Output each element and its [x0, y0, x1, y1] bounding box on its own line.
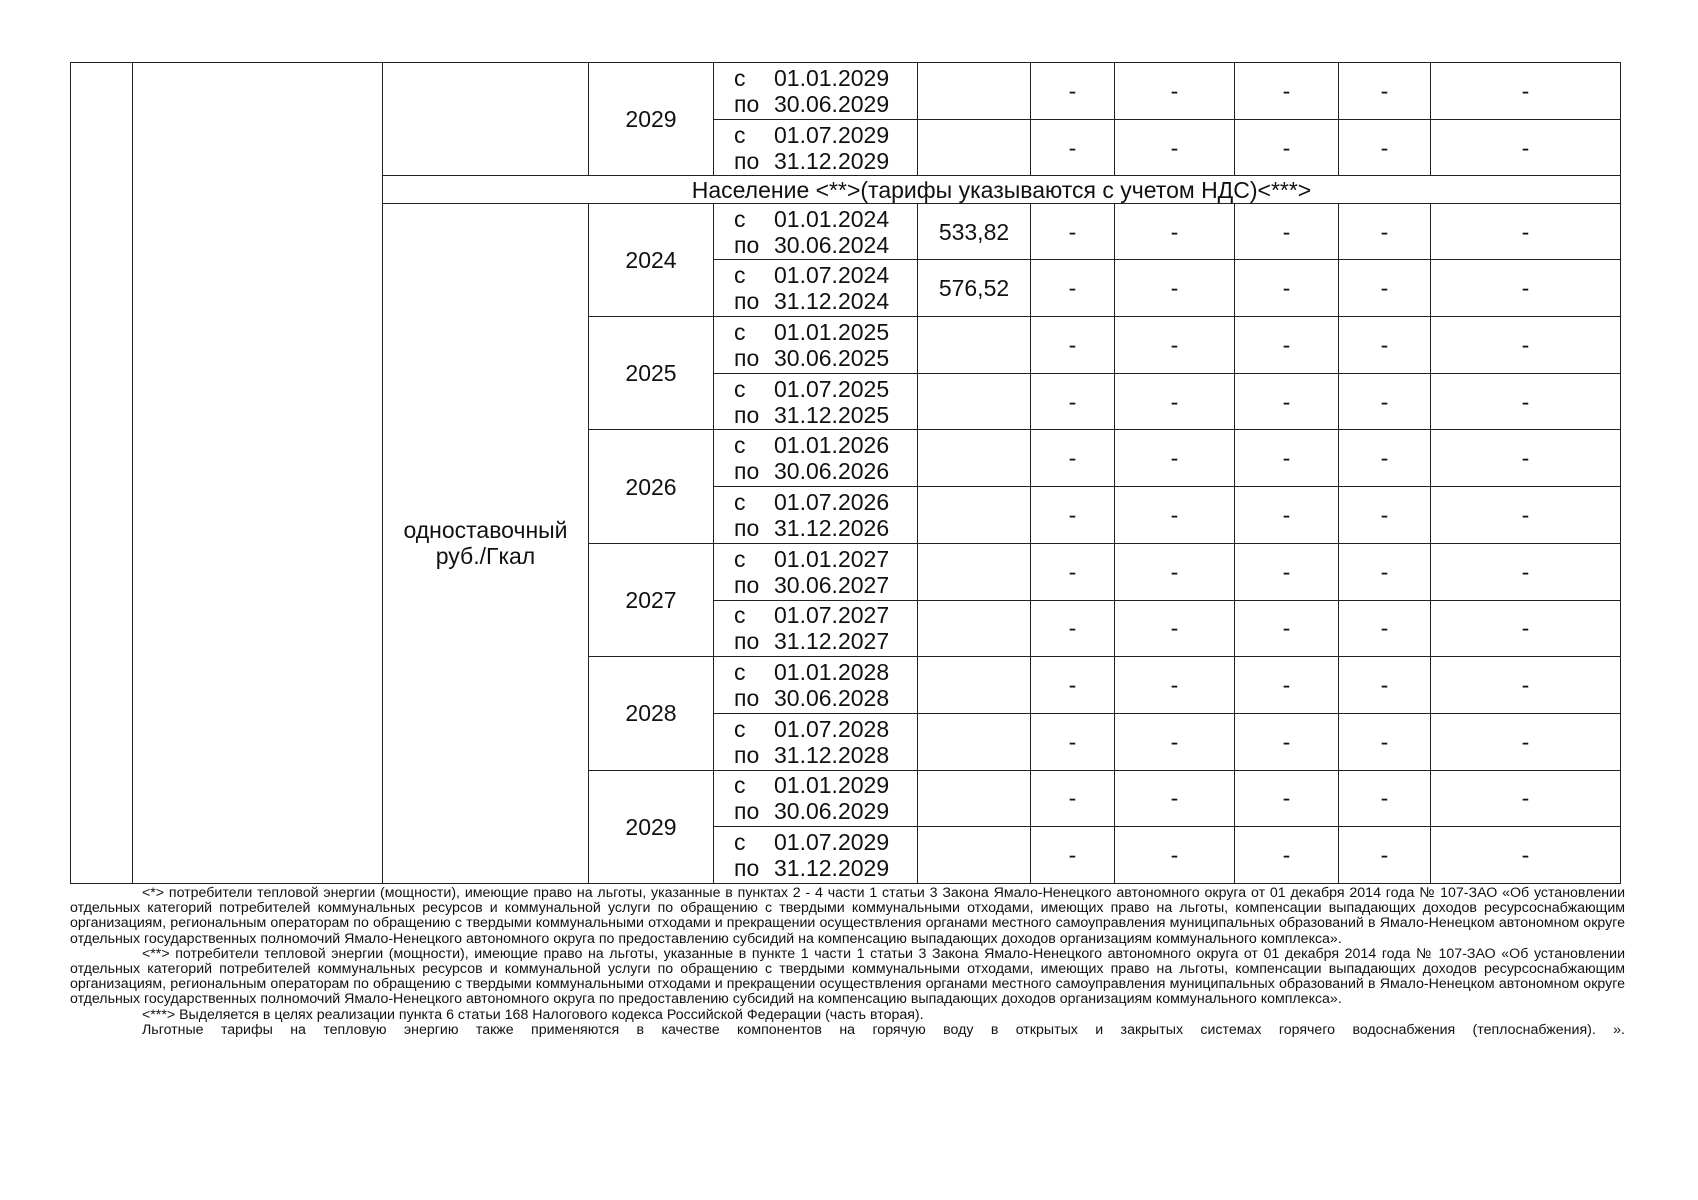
value-cell: - [1339, 487, 1431, 544]
footnotes [70, 886, 1625, 1038]
period-from-prefix: с [734, 64, 746, 91]
value-cell: - [1431, 317, 1621, 374]
value-cell: - [1431, 657, 1621, 714]
value-cell: - [1115, 487, 1235, 544]
period-cell [714, 657, 918, 714]
period-to-prefix: по [734, 571, 760, 598]
table-row [71, 63, 1621, 120]
value-cell: - [1031, 373, 1115, 430]
period-from-prefix: с [734, 829, 746, 856]
number-cell [71, 63, 133, 884]
period-range [714, 716, 917, 768]
period-from-date: 01.07.2025 [774, 375, 890, 402]
tariff-value [918, 430, 1031, 487]
period-to-date: 30.06.2028 [774, 685, 890, 712]
period-cell [714, 827, 918, 884]
tariff-value [918, 827, 1031, 884]
period-to-prefix: по [734, 147, 760, 174]
period-to-prefix: по [734, 741, 760, 768]
period-from-prefix: с [734, 772, 746, 799]
period-to-date: 31.12.2024 [774, 288, 890, 315]
footnote: <***> Выделяется в целях реализации пункта 6 статьи 168 Налогового кодекса Российской Федерации (часть вторая). [142, 1006, 924, 1023]
value-cell: - [1339, 373, 1431, 430]
tariff-value [918, 770, 1031, 827]
rate-type-cell: одноставочный руб./Гкал [383, 203, 589, 883]
tariff-value [918, 317, 1031, 374]
tariff-value: 576,52 [918, 260, 1031, 317]
period-to-prefix: по [734, 855, 760, 882]
value-cell: - [1115, 119, 1235, 176]
period-range [714, 376, 917, 428]
period-cell [714, 770, 918, 827]
period-to-prefix: по [734, 344, 760, 371]
year-cell: 2029 [589, 63, 714, 176]
period-to-date: 30.06.2024 [774, 231, 890, 258]
tariff-value [918, 657, 1031, 714]
value-cell: - [1431, 260, 1621, 317]
value-cell: - [1031, 770, 1115, 827]
period-to-prefix: по [734, 798, 760, 825]
period-from-date: 01.01.2024 [774, 205, 890, 232]
value-cell: - [1235, 203, 1339, 260]
value-cell: - [1431, 487, 1621, 544]
value-cell: - [1031, 487, 1115, 544]
period-from-prefix: с [734, 262, 746, 289]
value-cell: - [1339, 430, 1431, 487]
footnote: Льготные тарифы на тепловую энергию также применяются в качестве компонентов на горячую воду в открытых и закрытых системах горячего водоснабжения (теплоснабжения). ». [142, 1021, 1625, 1038]
value-cell: - [1031, 827, 1115, 884]
value-cell: - [1115, 430, 1235, 487]
period-from-prefix: с [734, 715, 746, 742]
value-cell: - [1031, 119, 1115, 176]
period-from-prefix: с [734, 318, 746, 345]
value-cell: - [1431, 713, 1621, 770]
period-to-prefix: по [734, 288, 760, 315]
value-cell: - [1339, 63, 1431, 120]
value-cell: - [1339, 827, 1431, 884]
period-to-date: 31.12.2025 [774, 401, 890, 428]
value-cell: - [1431, 770, 1621, 827]
value-cell: - [1431, 119, 1621, 176]
period-range [714, 65, 917, 117]
value-cell: - [1339, 770, 1431, 827]
value-cell: - [1235, 770, 1339, 827]
period-to-date: 30.06.2025 [774, 344, 890, 371]
tariff-value [918, 543, 1031, 600]
period-to-prefix: по [734, 514, 760, 541]
value-cell: - [1031, 430, 1115, 487]
period-from-prefix: с [734, 545, 746, 572]
value-cell: - [1031, 543, 1115, 600]
period-from-date: 01.01.2029 [774, 64, 890, 91]
value-cell: - [1235, 600, 1339, 657]
value-cell: - [1115, 770, 1235, 827]
period-range [714, 602, 917, 654]
value-cell: - [1339, 317, 1431, 374]
value-cell: - [1235, 657, 1339, 714]
value-cell: - [1431, 827, 1621, 884]
period-from-date: 01.01.2028 [774, 659, 890, 686]
value-cell: - [1235, 317, 1339, 374]
period-range [714, 546, 917, 598]
value-cell: - [1031, 203, 1115, 260]
period-from-date: 01.01.2029 [774, 772, 890, 799]
period-to-date: 31.12.2029 [774, 147, 890, 174]
period-range [714, 262, 917, 314]
period-to-date: 31.12.2027 [774, 628, 890, 655]
value-cell: - [1031, 63, 1115, 120]
footnote: <**> потребители тепловой энергии (мощности), имеющие право на льготы, указанные в пункте 1 части 1 статьи 3 Закона Ямало-Ненецкого автономного округа от 01 декабря 2014 года № 107-ЗАО «Об установлении отдельных категорий потребителей коммунальных ресурсов и коммунальной услуги по обращению с твердыми коммунальными отходами, имеющих право на льготы, компенсации выпадающих доходов ресурсоснабжающим организациям, региональным операторам по обращению с твердыми коммунальными отходами и прекращении осуществления органами местного самоуправления муниципальных образований в Ямало-Ненецком автономном округе отдельных государственных полномочий Ямало-Ненецкого автономного округа по предоставлению субсидий на компенсацию выпадающих доходов организациям коммунального комплекса». [70, 945, 1625, 1008]
value-cell: - [1339, 260, 1431, 317]
value-cell: - [1339, 119, 1431, 176]
value-cell: - [1235, 487, 1339, 544]
period-to-date: 31.12.2029 [774, 855, 890, 882]
value-cell: - [1115, 203, 1235, 260]
value-cell: - [1115, 657, 1235, 714]
value-cell: - [1235, 827, 1339, 884]
value-cell: - [1115, 713, 1235, 770]
organization-cell [133, 63, 383, 884]
period-cell [714, 203, 918, 260]
period-cell [714, 373, 918, 430]
period-cell [714, 317, 918, 374]
tariff-value [918, 63, 1031, 120]
period-range [714, 659, 917, 711]
period-cell [714, 543, 918, 600]
value-cell: - [1115, 600, 1235, 657]
period-range [714, 489, 917, 541]
footnote: <*> потребители тепловой энергии (мощности), имеющие право на льготы, указанные в пунктах 2 - 4 части 1 статьи 3 Закона Ямало-Ненецкого автономного округа от 01 декабря 2014 года № 107-ЗАО «Об установлении отдельных категорий потребителей коммунальных ресурсов и коммунальной услуги по обращению с твердыми коммунальными отходами, имеющих право на льготы, компенсации выпадающих доходов ресурсоснабжающим организациям, региональным операторам по обращению с твердыми коммунальными отходами и прекращении осуществления органами местного самоуправления муниципальных образований в Ямало-Ненецком автономном округе отдельных государственных полномочий Ямало-Ненецкого автономного округа по предоставлению субсидий на компенсацию выпадающих доходов организациям коммунального комплекса». [70, 885, 1625, 947]
period-from-date: 01.07.2028 [774, 715, 890, 742]
section-title: Население <**>(тарифы указываются с учетом НДС)<***> [383, 176, 1621, 203]
period-to-date: 30.06.2029 [774, 798, 890, 825]
period-to-prefix: по [734, 90, 760, 117]
period-cell [714, 430, 918, 487]
period-cell [714, 119, 918, 176]
value-cell: - [1031, 317, 1115, 374]
period-range [714, 206, 917, 258]
period-to-prefix: по [734, 401, 760, 428]
value-cell: - [1235, 260, 1339, 317]
value-cell: - [1115, 827, 1235, 884]
value-cell: - [1235, 119, 1339, 176]
value-cell: - [1031, 657, 1115, 714]
period-to-date: 31.12.2026 [774, 514, 890, 541]
period-cell [714, 713, 918, 770]
year-cell: 2029 [589, 770, 714, 883]
period-from-date: 01.01.2027 [774, 545, 890, 572]
value-cell: - [1431, 373, 1621, 430]
value-cell: - [1339, 657, 1431, 714]
period-from-prefix: с [734, 375, 746, 402]
period-from-date: 01.07.2029 [774, 121, 890, 148]
period-from-date: 01.07.2024 [774, 262, 890, 289]
period-range [714, 772, 917, 824]
period-from-prefix: с [734, 659, 746, 686]
tariff-value [918, 713, 1031, 770]
period-from-prefix: с [734, 205, 746, 232]
period-to-date: 31.12.2028 [774, 741, 890, 768]
year-cell: 2025 [589, 317, 714, 430]
tariff-value [918, 119, 1031, 176]
period-range [714, 829, 917, 881]
period-from-prefix: с [734, 602, 746, 629]
tariff-value [918, 373, 1031, 430]
period-cell [714, 63, 918, 120]
tariff-value [918, 600, 1031, 657]
tariff-value [918, 487, 1031, 544]
value-cell: - [1339, 600, 1431, 657]
period-from-date: 01.07.2027 [774, 602, 890, 629]
value-cell: - [1031, 260, 1115, 317]
period-range [714, 432, 917, 484]
value-cell: - [1031, 600, 1115, 657]
value-cell: - [1431, 600, 1621, 657]
period-to-prefix: по [734, 628, 760, 655]
year-cell: 2028 [589, 657, 714, 770]
period-cell [714, 600, 918, 657]
period-to-prefix: по [734, 231, 760, 258]
tariff-table [70, 62, 1621, 884]
period-range [714, 319, 917, 371]
period-from-date: 01.01.2025 [774, 318, 890, 345]
value-cell: - [1431, 430, 1621, 487]
value-cell: - [1339, 203, 1431, 260]
value-cell: - [1115, 260, 1235, 317]
period-to-prefix: по [734, 685, 760, 712]
value-cell: - [1339, 543, 1431, 600]
period-cell [714, 260, 918, 317]
value-cell: - [1235, 373, 1339, 430]
year-cell: 2024 [589, 203, 714, 316]
period-to-date: 30.06.2029 [774, 90, 890, 117]
period-from-prefix: с [734, 432, 746, 459]
value-cell: - [1235, 713, 1339, 770]
value-cell: - [1431, 203, 1621, 260]
value-cell: - [1115, 543, 1235, 600]
period-from-date: 01.07.2026 [774, 488, 890, 515]
period-to-date: 30.06.2027 [774, 571, 890, 598]
period-to-date: 30.06.2026 [774, 458, 890, 485]
period-from-date: 01.01.2026 [774, 432, 890, 459]
period-from-prefix: с [734, 488, 746, 515]
period-to-prefix: по [734, 458, 760, 485]
value-cell: - [1235, 430, 1339, 487]
value-cell: - [1115, 63, 1235, 120]
value-cell: - [1031, 713, 1115, 770]
period-range [714, 122, 917, 174]
period-cell [714, 487, 918, 544]
tariff-value: 533,82 [918, 203, 1031, 260]
value-cell: - [1115, 317, 1235, 374]
year-cell: 2026 [589, 430, 714, 543]
value-cell: - [1235, 543, 1339, 600]
value-cell: - [1115, 373, 1235, 430]
value-cell: - [1431, 63, 1621, 120]
period-from-date: 01.07.2029 [774, 829, 890, 856]
rate-type-cell-prev [383, 63, 589, 176]
period-from-prefix: с [734, 121, 746, 148]
year-cell: 2027 [589, 543, 714, 656]
value-cell: - [1339, 713, 1431, 770]
value-cell: - [1431, 543, 1621, 600]
value-cell: - [1235, 63, 1339, 120]
